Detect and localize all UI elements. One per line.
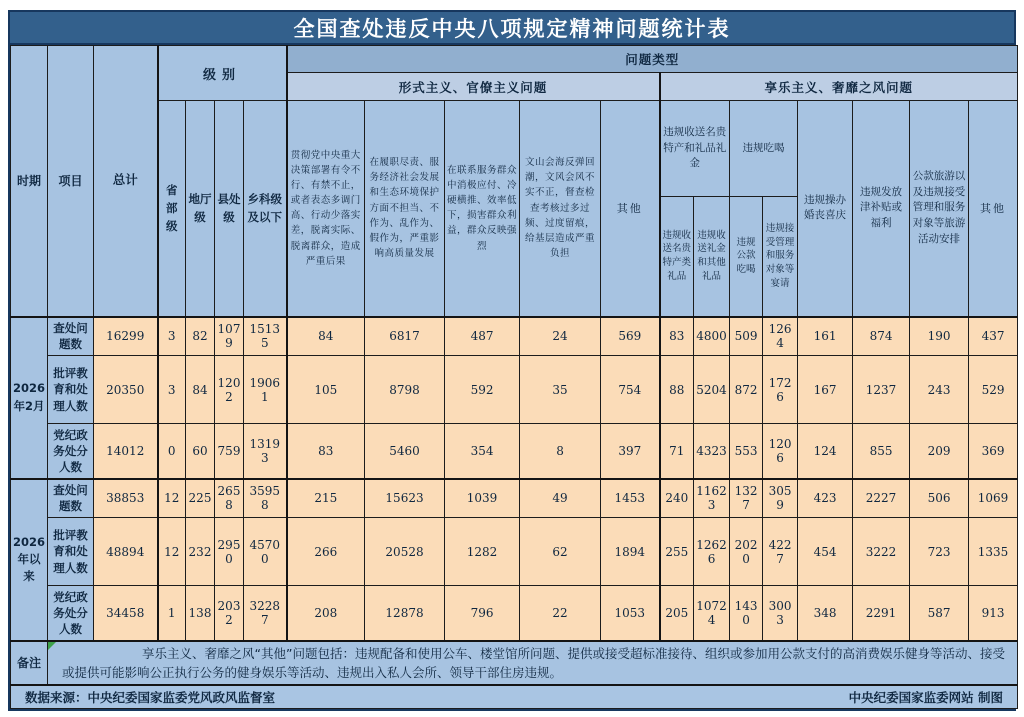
period-cell: 2026年2月: [11, 317, 48, 479]
data-cell: 88: [660, 356, 694, 424]
data-cell: 1453: [601, 479, 660, 518]
data-cell: 2950: [215, 518, 244, 586]
data-cell: 38853: [94, 479, 158, 518]
col-header-hedonism-other: 其他: [969, 101, 1018, 317]
data-cell: 754: [601, 356, 660, 424]
data-cell: 796: [445, 586, 520, 641]
remark-text: 享乐主义、奢靡之风“其他”问题包括：违规配备和使用公车、楼堂馆所问题、提供或接受超标准接待、组织或参加用公款支付的高消费娱乐健身等活动、接受或提供可能影响公正执行公务的健身娱乐等活动、违规出入私人会所、领导干部住房违规。: [62, 645, 1006, 680]
col-header-level-prefecture: 地厅级: [186, 101, 215, 317]
col-header-formalism-3: 在联系服务群众中消极应付、冷硬横推、效率低下，损害群众利益，群众反映强烈: [445, 101, 520, 317]
data-cell: 1430: [730, 586, 763, 641]
row-label-cell: 查处问题数: [48, 479, 94, 518]
remark-row: [11, 641, 1018, 686]
table-frame: [8, 10, 1016, 711]
data-row: [11, 586, 1018, 641]
footer-row: [11, 685, 1018, 709]
data-cell: 8798: [365, 356, 445, 424]
data-cell: 587: [910, 586, 969, 641]
data-cell: 2291: [853, 586, 910, 641]
header-row-c: [11, 101, 1018, 197]
col-header-period: 时期: [11, 46, 48, 317]
col-header-gifts-money: 违规收送礼金和其他礼品: [694, 197, 730, 317]
row-label-cell: 党纪政务处分人数: [48, 586, 94, 641]
col-header-dining-banquets: 违规接受管理和服务对象等宴请: [763, 197, 798, 317]
data-cell: 454: [798, 518, 853, 586]
data-cell: 569: [601, 317, 660, 356]
data-cell: 8: [520, 424, 601, 479]
data-cell: 266: [287, 518, 365, 586]
data-row: [11, 424, 1018, 479]
data-cell: 1039: [445, 479, 520, 518]
col-header-formalism-2: 在履职尽责、服务经济社会发展和生态环境保护方面不担当、不作为、乱作为、假作为，严重影响高质量发展: [365, 101, 445, 317]
remark-cell: [48, 641, 1018, 686]
group-header-problem-type: 问题类型: [287, 46, 1018, 73]
data-row: [11, 356, 1018, 424]
col-header-formalism-4: 文山会海反弹回潮，文风会风不实不正，督查检查考核过多过频、过度留痕，给基层造成严重负担: [520, 101, 601, 317]
col-header-dining-public-funds: 违规公款吃喝: [730, 197, 763, 317]
data-cell: 397: [601, 424, 660, 479]
data-cell: 354: [445, 424, 520, 479]
data-cell: 12: [158, 518, 186, 586]
data-cell: 1237: [853, 356, 910, 424]
data-cell: 423: [798, 479, 853, 518]
data-cell: 255: [660, 518, 694, 586]
data-cell: 437: [969, 317, 1018, 356]
data-cell: 1282: [445, 518, 520, 586]
data-cell: 759: [215, 424, 244, 479]
group-header-formalism: 形式主义、官僚主义问题: [287, 73, 660, 101]
data-cell: 62: [520, 518, 601, 586]
data-cell: 161: [798, 317, 853, 356]
data-cell: 83: [287, 424, 365, 479]
group-header-gifts: 违规收送名贵特产和礼品礼金: [660, 101, 730, 197]
data-cell: 167: [798, 356, 853, 424]
data-cell: 225: [186, 479, 215, 518]
col-header-total: 总计: [94, 46, 158, 317]
excel-corner-marker: [48, 642, 56, 650]
row-label-cell: 批评教育和处理人数: [48, 356, 94, 424]
footer-bar: [11, 685, 1018, 709]
data-cell: 138: [186, 586, 215, 641]
remark-label: 备注: [11, 641, 48, 686]
row-label-cell: 查处问题数: [48, 317, 94, 356]
data-cell: 553: [730, 424, 763, 479]
data-cell: 12878: [365, 586, 445, 641]
data-cell: 5460: [365, 424, 445, 479]
group-header-hedonism: 享乐主义、奢靡之风问题: [660, 73, 1018, 101]
footer-content: [11, 686, 1017, 708]
footer-credit: 中央纪委国家监委网站 制图: [848, 690, 1004, 706]
data-cell: 913: [969, 586, 1018, 641]
data-cell: 3059: [763, 479, 798, 518]
data-cell: 506: [910, 479, 969, 518]
data-cell: 15623: [365, 479, 445, 518]
data-cell: 1327: [730, 479, 763, 518]
col-header-gifts-specialty: 违规收送名贵特产类礼品: [660, 197, 694, 317]
data-cell: 4800: [694, 317, 730, 356]
data-cell: 84: [287, 317, 365, 356]
col-header-level-township: 乡科级及以下: [244, 101, 287, 317]
data-cell: 240: [660, 479, 694, 518]
data-cell: 592: [445, 356, 520, 424]
footer-source: 数据来源：中央纪委国家监委党风政风监督室: [25, 690, 276, 706]
data-cell: 2032: [215, 586, 244, 641]
data-cell: 1206: [763, 424, 798, 479]
data-cell: 529: [969, 356, 1018, 424]
data-cell: 45700: [244, 518, 287, 586]
data-cell: 60: [186, 424, 215, 479]
data-cell: 243: [910, 356, 969, 424]
data-cell: 20350: [94, 356, 158, 424]
col-header-public-travel: 公款旅游以及违规接受管理和服务对象等旅游活动安排: [910, 101, 969, 317]
data-cell: 348: [798, 586, 853, 641]
data-cell: 14012: [94, 424, 158, 479]
col-header-item: 项目: [48, 46, 94, 317]
data-cell: 3222: [853, 518, 910, 586]
data-cell: 3: [158, 356, 186, 424]
data-cell: 3003: [763, 586, 798, 641]
data-cell: 124: [798, 424, 853, 479]
data-cell: 1053: [601, 586, 660, 641]
data-cell: 215: [287, 479, 365, 518]
data-cell: 35958: [244, 479, 287, 518]
row-label-cell: 党纪政务处分人数: [48, 424, 94, 479]
data-cell: 872: [730, 356, 763, 424]
data-cell: 0: [158, 424, 186, 479]
data-cell: 15135: [244, 317, 287, 356]
col-header-formalism-other: 其他: [601, 101, 660, 317]
data-cell: 10724: [694, 586, 730, 641]
data-cell: 369: [969, 424, 1018, 479]
data-cell: 1079: [215, 317, 244, 356]
data-cell: 1335: [969, 518, 1018, 586]
data-cell: 48894: [94, 518, 158, 586]
statistics-table: [10, 45, 1018, 709]
data-cell: 24: [520, 317, 601, 356]
data-cell: 487: [445, 317, 520, 356]
data-cell: 22: [520, 586, 601, 641]
data-cell: 3: [158, 317, 186, 356]
data-cell: 11623: [694, 479, 730, 518]
col-header-allowances: 违规发放津补贴或福利: [853, 101, 910, 317]
data-cell: 1202: [215, 356, 244, 424]
data-cell: 4227: [763, 518, 798, 586]
col-header-level-county: 县处级: [215, 101, 244, 317]
data-cell: 205: [660, 586, 694, 641]
data-cell: 13193: [244, 424, 287, 479]
col-header-weddings-funerals: 违规操办婚丧喜庆: [798, 101, 853, 317]
data-cell: 4323: [694, 424, 730, 479]
page-title: 全国查处违反中央八项规定精神问题统计表: [10, 12, 1014, 45]
data-cell: 874: [853, 317, 910, 356]
data-cell: 19061: [244, 356, 287, 424]
data-cell: 83: [660, 317, 694, 356]
data-cell: 49: [520, 479, 601, 518]
data-cell: 35: [520, 356, 601, 424]
col-header-level-province: 省部级: [158, 101, 186, 317]
data-cell: 6817: [365, 317, 445, 356]
group-header-dining: 违规吃喝: [730, 101, 798, 197]
data-cell: 1069: [969, 479, 1018, 518]
data-cell: 2227: [853, 479, 910, 518]
data-cell: 105: [287, 356, 365, 424]
data-cell: 12626: [694, 518, 730, 586]
period-cell: 2026年以来: [11, 479, 48, 641]
data-cell: 2658: [215, 479, 244, 518]
data-cell: 16299: [94, 317, 158, 356]
data-cell: 32287: [244, 586, 287, 641]
data-cell: 71: [660, 424, 694, 479]
data-cell: 209: [910, 424, 969, 479]
data-cell: 723: [910, 518, 969, 586]
row-label-cell: 批评教育和处理人数: [48, 518, 94, 586]
data-cell: 509: [730, 317, 763, 356]
data-cell: 34458: [94, 586, 158, 641]
col-header-formalism-1: 贯彻党中央重大决策部署有令不行、有禁不止，或者表态多调门高、行动少落实差，脱离实际、脱离群众，造成严重后果: [287, 101, 365, 317]
data-row: [11, 479, 1018, 518]
data-cell: 12: [158, 479, 186, 518]
data-cell: 2020: [730, 518, 763, 586]
header-row-a: [11, 46, 1018, 73]
group-header-level: 级别: [158, 46, 287, 101]
data-cell: 190: [910, 317, 969, 356]
data-cell: 855: [853, 424, 910, 479]
data-row: [11, 317, 1018, 356]
data-cell: 208: [287, 586, 365, 641]
data-cell: 84: [186, 356, 215, 424]
data-cell: 1894: [601, 518, 660, 586]
data-cell: 82: [186, 317, 215, 356]
data-cell: 232: [186, 518, 215, 586]
data-cell: 5204: [694, 356, 730, 424]
data-cell: 1: [158, 586, 186, 641]
data-cell: 1264: [763, 317, 798, 356]
data-row: [11, 518, 1018, 586]
data-cell: 20528: [365, 518, 445, 586]
data-cell: 1726: [763, 356, 798, 424]
